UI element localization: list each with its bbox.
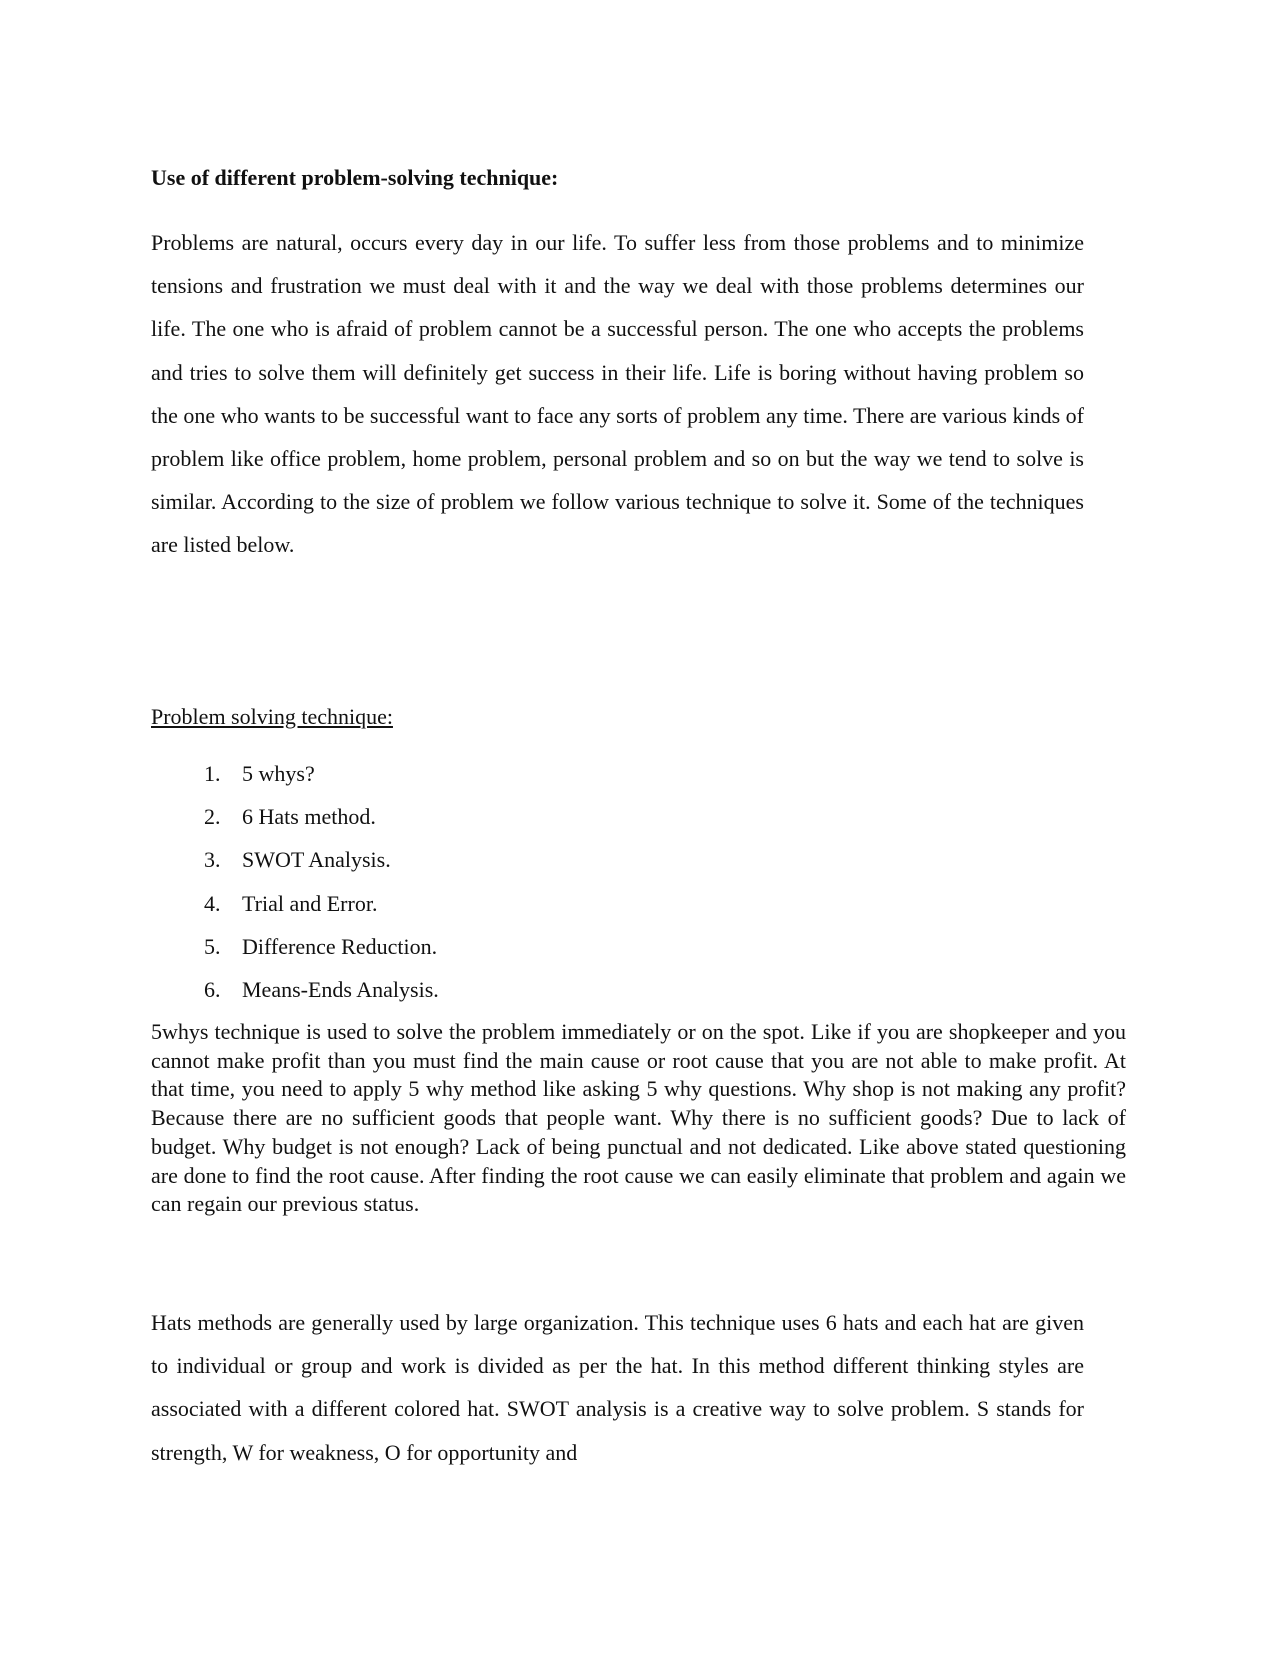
hats-paragraph (151, 1301, 1084, 1474)
list-number: 2. (204, 804, 221, 830)
list-text: Means-Ends Analysis. (242, 976, 439, 1002)
intro-text: Problems are natural, occurs every day in our life. To suffer less from those problems and to minimize tensions and frustration we must deal with it and the way we deal with those problems determines our life. The one who is afraid of problem cannot be a successful person. The one who accepts the problems and tries to solve them will definitely get success in their life. Life is boring without having problem so the one who wants to be successful want to face any sorts of problem any time. There are various kinds of problem like office problem, home problem, personal problem and so on but the way we tend to solve is similar. According to the size of problem we follow various technique to solve it. Some of the techniques are listed below. (151, 230, 1084, 558)
list-text: Difference Reduction. (242, 933, 438, 959)
list-number: 1. (204, 761, 221, 786)
five-whys-paragraph: 5whys technique is used to solve the problem immediately or on the spot. Like if you are shopkeeper and you cannot make profit than you must find the main cause or root cause that you are not able to make profit. At that time, you need to apply 5 why method like asking 5 why questions. Why shop is not making any profit? Because there are no sufficient goods that people want. Why there is no sufficient goods? Due to lack of budget. Why budget is not enough? Lack of being punctual and not dedicated. Like above stated questioning are done to find the root cause. After finding the root cause we can easily eliminate that problem and again we can regain our previous status. (151, 1019, 1126, 1217)
subheading: Problem solving technique: (151, 704, 393, 729)
list-text: 5 whys? (242, 761, 315, 786)
list-number: 6. (204, 976, 221, 1002)
list-number: 5. (204, 933, 221, 959)
list-number: 4. (204, 890, 221, 916)
list-text: 6 Hats method. (242, 804, 376, 830)
section-heading: Use of different problem-solving technique: (151, 165, 559, 190)
list-text: Trial and Error. (242, 890, 378, 916)
list-number: 3. (204, 847, 221, 873)
list-text: SWOT Analysis. (242, 847, 391, 873)
intro-paragraph (151, 221, 1084, 567)
hats-text: Hats methods are generally used by large organization. This technique uses 6 hats and each hat are given to individual or group and work is divided as per the hat. In this method different thinking styles are associated with a different colored hat. SWOT analysis is a creative way to solve problem. S stands for strength, W for weakness, O for opportunity and (151, 1310, 1084, 1465)
